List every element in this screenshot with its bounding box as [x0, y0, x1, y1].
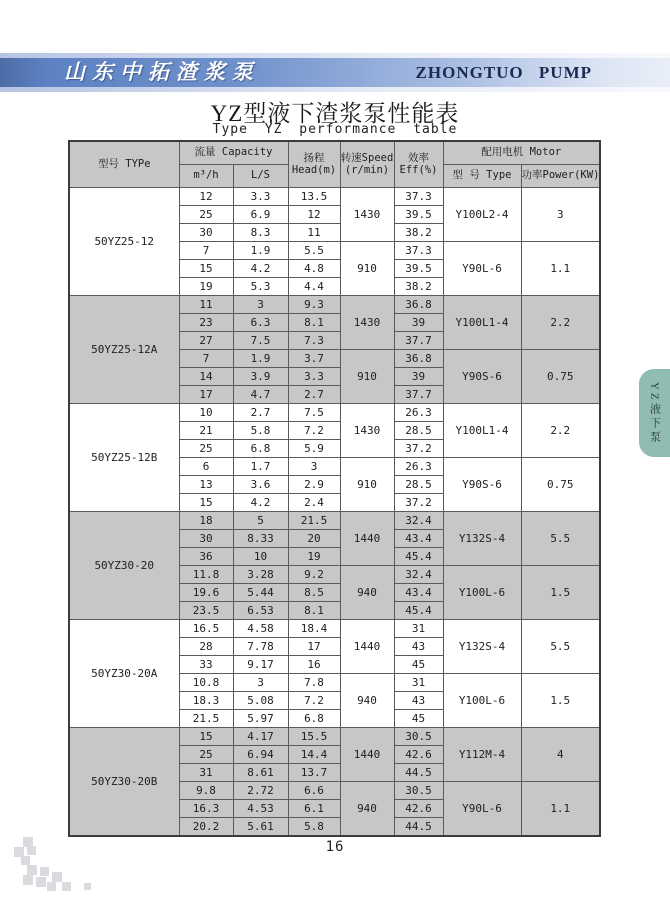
col-header-motor: 配用电机 Motor [443, 141, 600, 165]
capacity-m3h-cell: 33 [179, 656, 233, 674]
eff-cell: 31 [394, 620, 443, 638]
eff-cell: 37.2 [394, 440, 443, 458]
model-cell: 50YZ25-12B [69, 404, 179, 512]
motor-power-cell: 3 [521, 188, 600, 242]
capacity-ls-cell: 8.3 [233, 224, 288, 242]
eff-cell: 39 [394, 314, 443, 332]
eff-cell: 37.3 [394, 188, 443, 206]
capacity-ls-cell: 2.72 [233, 782, 288, 800]
speed-cell: 1440 [340, 512, 394, 566]
col-header-motor-type: 型 号 Type [443, 165, 521, 188]
capacity-ls-cell: 3.6 [233, 476, 288, 494]
motor-power-cell: 2.2 [521, 404, 600, 458]
capacity-m3h-cell: 9.8 [179, 782, 233, 800]
model-cell: 50YZ30-20A [69, 620, 179, 728]
capacity-ls-cell: 6.9 [233, 206, 288, 224]
speed-cell: 1440 [340, 620, 394, 674]
table-row [69, 188, 600, 206]
motor-power-cell: 5.5 [521, 620, 600, 674]
eff-cell: 45.4 [394, 602, 443, 620]
head-cell: 5.8 [288, 818, 340, 837]
capacity-ls-cell: 9.17 [233, 656, 288, 674]
capacity-ls-cell: 5.08 [233, 692, 288, 710]
col-header-eff-en: Eff(%) [399, 163, 438, 176]
eff-cell: 45 [394, 710, 443, 728]
motor-type-cell: Y100L1-4 [443, 404, 521, 458]
eff-cell: 26.3 [394, 458, 443, 476]
head-cell: 17 [288, 638, 340, 656]
head-cell: 7.8 [288, 674, 340, 692]
head-cell: 2.9 [288, 476, 340, 494]
page-number: 16 [325, 839, 345, 855]
head-cell: 4.4 [288, 278, 340, 296]
capacity-ls-cell: 4.53 [233, 800, 288, 818]
col-header-head-cn: 扬程 [303, 152, 325, 165]
capacity-ls-cell: 4.2 [233, 494, 288, 512]
model-cell: 50YZ30-20 [69, 512, 179, 620]
capacity-m3h-cell: 30 [179, 530, 233, 548]
speed-cell: 940 [340, 566, 394, 620]
brand-name-chinese: 山东中拓渣浆泵 [64, 60, 260, 84]
speed-cell: 940 [340, 782, 394, 837]
eff-cell: 43 [394, 638, 443, 656]
eff-cell: 32.4 [394, 512, 443, 530]
capacity-m3h-cell: 27 [179, 332, 233, 350]
page-title: YZ型液下渣浆泵性能表 [210, 101, 460, 126]
eff-cell: 28.5 [394, 476, 443, 494]
capacity-m3h-cell: 7 [179, 350, 233, 368]
eff-cell: 37.2 [394, 494, 443, 512]
motor-type-cell: Y100L1-4 [443, 296, 521, 350]
capacity-m3h-cell: 19.6 [179, 584, 233, 602]
capacity-m3h-cell: 10 [179, 404, 233, 422]
model-cell: 50YZ30-20B [69, 728, 179, 837]
eff-cell: 39.5 [394, 206, 443, 224]
capacity-ls-cell: 3 [233, 296, 288, 314]
capacity-m3h-cell: 16.5 [179, 620, 233, 638]
motor-type-cell: Y100L2-4 [443, 188, 521, 242]
capacity-ls-cell: 5 [233, 512, 288, 530]
capacity-ls-cell: 5.3 [233, 278, 288, 296]
eff-cell: 42.6 [394, 746, 443, 764]
table-row [69, 728, 600, 746]
eff-cell: 43.4 [394, 584, 443, 602]
head-cell: 3.7 [288, 350, 340, 368]
motor-power-cell: 1.1 [521, 242, 600, 296]
motor-type-cell: Y90S-6 [443, 350, 521, 404]
capacity-ls-cell: 1.9 [233, 350, 288, 368]
brand-name-english: ZHONGTUO PUMP [415, 63, 592, 82]
eff-cell: 28.5 [394, 422, 443, 440]
eff-cell: 32.4 [394, 566, 443, 584]
speed-cell: 910 [340, 242, 394, 296]
head-cell: 2.7 [288, 386, 340, 404]
capacity-m3h-cell: 25 [179, 440, 233, 458]
section-index-tab-label: YZ液下泵 [648, 381, 661, 445]
capacity-m3h-cell: 19 [179, 278, 233, 296]
col-header-motor-power: 功率Power(KW) [521, 165, 600, 188]
motor-type-cell: Y100L-6 [443, 566, 521, 620]
capacity-ls-cell: 6.53 [233, 602, 288, 620]
head-cell: 11 [288, 224, 340, 242]
motor-power-cell: 1.1 [521, 782, 600, 837]
capacity-m3h-cell: 18 [179, 512, 233, 530]
eff-cell: 26.3 [394, 404, 443, 422]
motor-type-cell: Y112M-4 [443, 728, 521, 782]
eff-cell: 31 [394, 674, 443, 692]
capacity-m3h-cell: 6 [179, 458, 233, 476]
capacity-ls-cell: 4.7 [233, 386, 288, 404]
head-cell: 8.1 [288, 602, 340, 620]
eff-cell: 37.7 [394, 386, 443, 404]
col-header-ls: L/S [233, 165, 288, 188]
page-subtitle: Type YZ performance table [212, 122, 458, 137]
col-header-speed [340, 141, 394, 188]
head-cell: 12 [288, 206, 340, 224]
banner-bottom-strip [0, 87, 670, 92]
capacity-m3h-cell: 30 [179, 224, 233, 242]
capacity-ls-cell: 3.28 [233, 566, 288, 584]
section-index-tab [639, 369, 670, 457]
head-cell: 6.6 [288, 782, 340, 800]
speed-cell: 1430 [340, 404, 394, 458]
head-cell: 9.3 [288, 296, 340, 314]
capacity-ls-cell: 6.94 [233, 746, 288, 764]
motor-power-cell: 5.5 [521, 512, 600, 566]
capacity-ls-cell: 4.58 [233, 620, 288, 638]
table-row [69, 404, 600, 422]
col-header-speed-unit: (r/min) [344, 163, 390, 176]
head-cell: 8.1 [288, 314, 340, 332]
capacity-ls-cell: 3.3 [233, 188, 288, 206]
eff-cell: 36.8 [394, 296, 443, 314]
eff-cell: 37.3 [394, 242, 443, 260]
head-cell: 21.5 [288, 512, 340, 530]
table-row [69, 512, 600, 530]
performance-table [68, 140, 601, 837]
head-cell: 15.5 [288, 728, 340, 746]
motor-power-cell: 4 [521, 728, 600, 782]
capacity-ls-cell: 7.78 [233, 638, 288, 656]
model-cell: 50YZ25-12A [69, 296, 179, 404]
capacity-ls-cell: 1.9 [233, 242, 288, 260]
eff-cell: 44.5 [394, 764, 443, 782]
speed-cell: 940 [340, 674, 394, 728]
col-header-speed-cn: 转速Speed [340, 152, 394, 165]
eff-cell: 45 [394, 656, 443, 674]
head-cell: 6.8 [288, 710, 340, 728]
head-cell: 5.5 [288, 242, 340, 260]
header-banner [0, 53, 670, 92]
capacity-m3h-cell: 21.5 [179, 710, 233, 728]
capacity-ls-cell: 6.3 [233, 314, 288, 332]
head-cell: 16 [288, 656, 340, 674]
table-row [69, 620, 600, 638]
col-header-model: 型号 TYPe [69, 141, 179, 188]
capacity-ls-cell: 4.2 [233, 260, 288, 278]
capacity-ls-cell: 3 [233, 674, 288, 692]
capacity-ls-cell: 6.8 [233, 440, 288, 458]
head-cell: 7.2 [288, 692, 340, 710]
capacity-m3h-cell: 36 [179, 548, 233, 566]
col-header-capacity: 流量 Capacity [179, 141, 288, 165]
motor-type-cell: Y132S-4 [443, 620, 521, 674]
head-cell: 13.7 [288, 764, 340, 782]
motor-type-cell: Y90S-6 [443, 458, 521, 512]
capacity-ls-cell: 5.61 [233, 818, 288, 837]
head-cell: 6.1 [288, 800, 340, 818]
header-row-1 [69, 141, 600, 165]
capacity-m3h-cell: 31 [179, 764, 233, 782]
capacity-ls-cell: 3.9 [233, 368, 288, 386]
capacity-m3h-cell: 18.3 [179, 692, 233, 710]
capacity-ls-cell: 7.5 [233, 332, 288, 350]
capacity-ls-cell: 10 [233, 548, 288, 566]
head-cell: 14.4 [288, 746, 340, 764]
col-header-head [288, 141, 340, 188]
capacity-m3h-cell: 15 [179, 260, 233, 278]
capacity-m3h-cell: 21 [179, 422, 233, 440]
capacity-m3h-cell: 11 [179, 296, 233, 314]
col-header-m3h: m³/h [179, 165, 233, 188]
capacity-m3h-cell: 13 [179, 476, 233, 494]
head-cell: 3.3 [288, 368, 340, 386]
capacity-ls-cell: 5.8 [233, 422, 288, 440]
motor-type-cell: Y90L-6 [443, 782, 521, 837]
table-body [69, 188, 600, 837]
head-cell: 18.4 [288, 620, 340, 638]
speed-cell: 1430 [340, 296, 394, 350]
head-cell: 7.3 [288, 332, 340, 350]
speed-cell: 1440 [340, 728, 394, 782]
capacity-m3h-cell: 10.8 [179, 674, 233, 692]
speed-cell: 910 [340, 458, 394, 512]
head-cell: 13.5 [288, 188, 340, 206]
motor-power-cell: 2.2 [521, 296, 600, 350]
eff-cell: 45.4 [394, 548, 443, 566]
capacity-m3h-cell: 23 [179, 314, 233, 332]
capacity-m3h-cell: 11.8 [179, 566, 233, 584]
col-header-eff-cn: 效率 [408, 152, 429, 165]
eff-cell: 39 [394, 368, 443, 386]
table-header [69, 141, 600, 188]
table-row [69, 296, 600, 314]
head-cell: 20 [288, 530, 340, 548]
speed-cell: 910 [340, 350, 394, 404]
banner-bar [0, 58, 670, 87]
eff-cell: 30.5 [394, 782, 443, 800]
speed-cell: 1430 [340, 188, 394, 242]
capacity-m3h-cell: 17 [179, 386, 233, 404]
capacity-m3h-cell: 7 [179, 242, 233, 260]
capacity-m3h-cell: 23.5 [179, 602, 233, 620]
eff-cell: 44.5 [394, 818, 443, 837]
col-header-eff [394, 141, 443, 188]
capacity-ls-cell: 1.7 [233, 458, 288, 476]
head-cell: 7.5 [288, 404, 340, 422]
capacity-ls-cell: 4.17 [233, 728, 288, 746]
head-cell: 2.4 [288, 494, 340, 512]
head-cell: 7.2 [288, 422, 340, 440]
eff-cell: 38.2 [394, 278, 443, 296]
head-cell: 3 [288, 458, 340, 476]
capacity-ls-cell: 8.33 [233, 530, 288, 548]
motor-type-cell: Y90L-6 [443, 242, 521, 296]
motor-power-cell: 0.75 [521, 350, 600, 404]
capacity-ls-cell: 2.7 [233, 404, 288, 422]
capacity-m3h-cell: 16.3 [179, 800, 233, 818]
motor-power-cell: 1.5 [521, 674, 600, 728]
motor-type-cell: Y100L-6 [443, 674, 521, 728]
capacity-m3h-cell: 25 [179, 206, 233, 224]
motor-type-cell: Y132S-4 [443, 512, 521, 566]
head-cell: 9.2 [288, 566, 340, 584]
capacity-m3h-cell: 28 [179, 638, 233, 656]
eff-cell: 37.7 [394, 332, 443, 350]
capacity-ls-cell: 8.61 [233, 764, 288, 782]
eff-cell: 42.6 [394, 800, 443, 818]
col-header-head-en: Head(m) [291, 163, 337, 176]
capacity-ls-cell: 5.44 [233, 584, 288, 602]
eff-cell: 39.5 [394, 260, 443, 278]
capacity-ls-cell: 5.97 [233, 710, 288, 728]
capacity-m3h-cell: 15 [179, 494, 233, 512]
model-cell: 50YZ25-12 [69, 188, 179, 296]
motor-power-cell: 1.5 [521, 566, 600, 620]
capacity-m3h-cell: 12 [179, 188, 233, 206]
eff-cell: 43 [394, 692, 443, 710]
head-cell: 5.9 [288, 440, 340, 458]
motor-power-cell: 0.75 [521, 458, 600, 512]
capacity-m3h-cell: 20.2 [179, 818, 233, 837]
eff-cell: 36.8 [394, 350, 443, 368]
eff-cell: 30.5 [394, 728, 443, 746]
eff-cell: 43.4 [394, 530, 443, 548]
head-cell: 4.8 [288, 260, 340, 278]
capacity-m3h-cell: 25 [179, 746, 233, 764]
capacity-m3h-cell: 15 [179, 728, 233, 746]
capacity-m3h-cell: 14 [179, 368, 233, 386]
head-cell: 8.5 [288, 584, 340, 602]
eff-cell: 38.2 [394, 224, 443, 242]
head-cell: 19 [288, 548, 340, 566]
